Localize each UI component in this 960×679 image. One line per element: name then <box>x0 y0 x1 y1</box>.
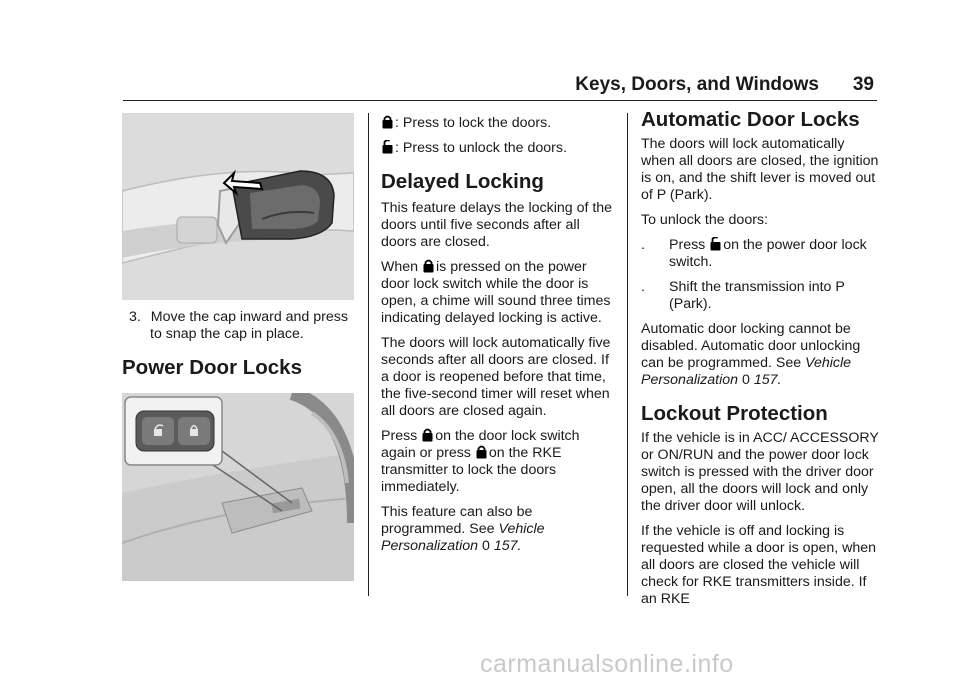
column-divider-2 <box>627 113 628 596</box>
lock-description: : Press to lock the doors. <box>381 115 613 132</box>
lockout-protection-heading: Lockout Protection <box>641 402 828 425</box>
power-door-locks-heading: Power Door Locks <box>122 356 302 379</box>
delayed-locking-p3: The doors will lock automatically five seconds after all doors are closed. If a door is reopened before that time, the five-second timer will reset when all doors are closed again. <box>381 335 611 419</box>
column-3 <box>641 108 879 616</box>
bullet-item: . Shift the transmission into P (Park). <box>641 279 845 312</box>
delayed-locking-p2: When is pressed on the power door lock switch while the door is open, a chime will sound three times indicating delayed locking is active. <box>381 259 611 326</box>
bullet-item: . Press on the power door lock switch. <box>641 237 867 270</box>
unlock-icon <box>710 237 721 251</box>
door-lock-switch-illustration <box>122 393 354 581</box>
watermark: carmanualsonline.info <box>480 650 734 678</box>
automatic-locks-p3: Automatic door locking cannot be disabled. Automatic door unlocking can be programmed. See Vehicle Personalization 0 157. <box>641 321 861 388</box>
page-ref-arrow: 0 <box>741 372 750 388</box>
step-number: 3. <box>129 309 141 325</box>
step-text-line2: to snap the cap in place. <box>150 326 304 342</box>
delayed-locking-p1: This feature delays the locking of the doors until five seconds after all doors are closed. <box>381 200 613 250</box>
page-ref-number[interactable]: 157. <box>493 538 522 554</box>
lockout-protection-p1: If the vehicle is in ACC/ ACCESSORY or ON/RUN and the power door lock switch is pressed with the driver door open, all the doors will lock and only the driver door will unlock. <box>641 430 879 514</box>
lock-icon <box>423 259 434 273</box>
delayed-locking-heading: Delayed Locking <box>381 170 544 193</box>
column-divider-1 <box>368 113 369 596</box>
delayed-locking-p4: Press on the door lock switch again or press on the RKE transmitter to lock the doors immediately. <box>381 428 580 495</box>
lock-icon <box>382 115 393 129</box>
vehicle-personalization-link[interactable]: Vehicle Personalization <box>381 521 545 554</box>
unlock-icon <box>382 140 393 154</box>
door-handle-drawing <box>122 113 354 300</box>
section-title: Keys, Doors, and Windows <box>575 74 819 95</box>
bullet-mark: . <box>641 279 645 295</box>
step-3 <box>129 309 361 343</box>
bullet-mark: . <box>641 237 645 253</box>
column-2 <box>381 115 613 563</box>
lock-icon <box>422 428 433 442</box>
step-text-line1: Move the cap inward and press <box>150 309 348 325</box>
page-number: 39 <box>852 74 874 95</box>
page-ref-number[interactable]: 157. <box>753 372 782 388</box>
delayed-locking-p5: This feature can also be programmed. See Vehicle Personalization 0 157. <box>381 504 545 554</box>
lock-icon <box>476 445 487 459</box>
door-trim-drawing <box>122 393 354 581</box>
door-handle-cap-illustration <box>122 113 354 300</box>
automatic-door-locks-heading: Automatic Door Locks <box>641 108 860 131</box>
automatic-locks-p2: To unlock the doors: <box>641 212 768 228</box>
lockout-protection-p2: If the vehicle is off and locking is requested while a door is open, when all doors are closed the vehicle will check for RKE transmitters inside. If an RKE <box>641 523 877 607</box>
page-header <box>123 72 877 101</box>
automatic-locks-p1: The doors will lock automatically when all doors are closed, the ignition is on, and the shift lever is moved out of P (Park). <box>641 136 879 203</box>
page-ref-arrow: 0 <box>481 538 490 554</box>
unlock-description: : Press to unlock the doors. <box>381 140 613 157</box>
vehicle-personalization-link[interactable]: Vehicle Personalization <box>641 355 852 388</box>
